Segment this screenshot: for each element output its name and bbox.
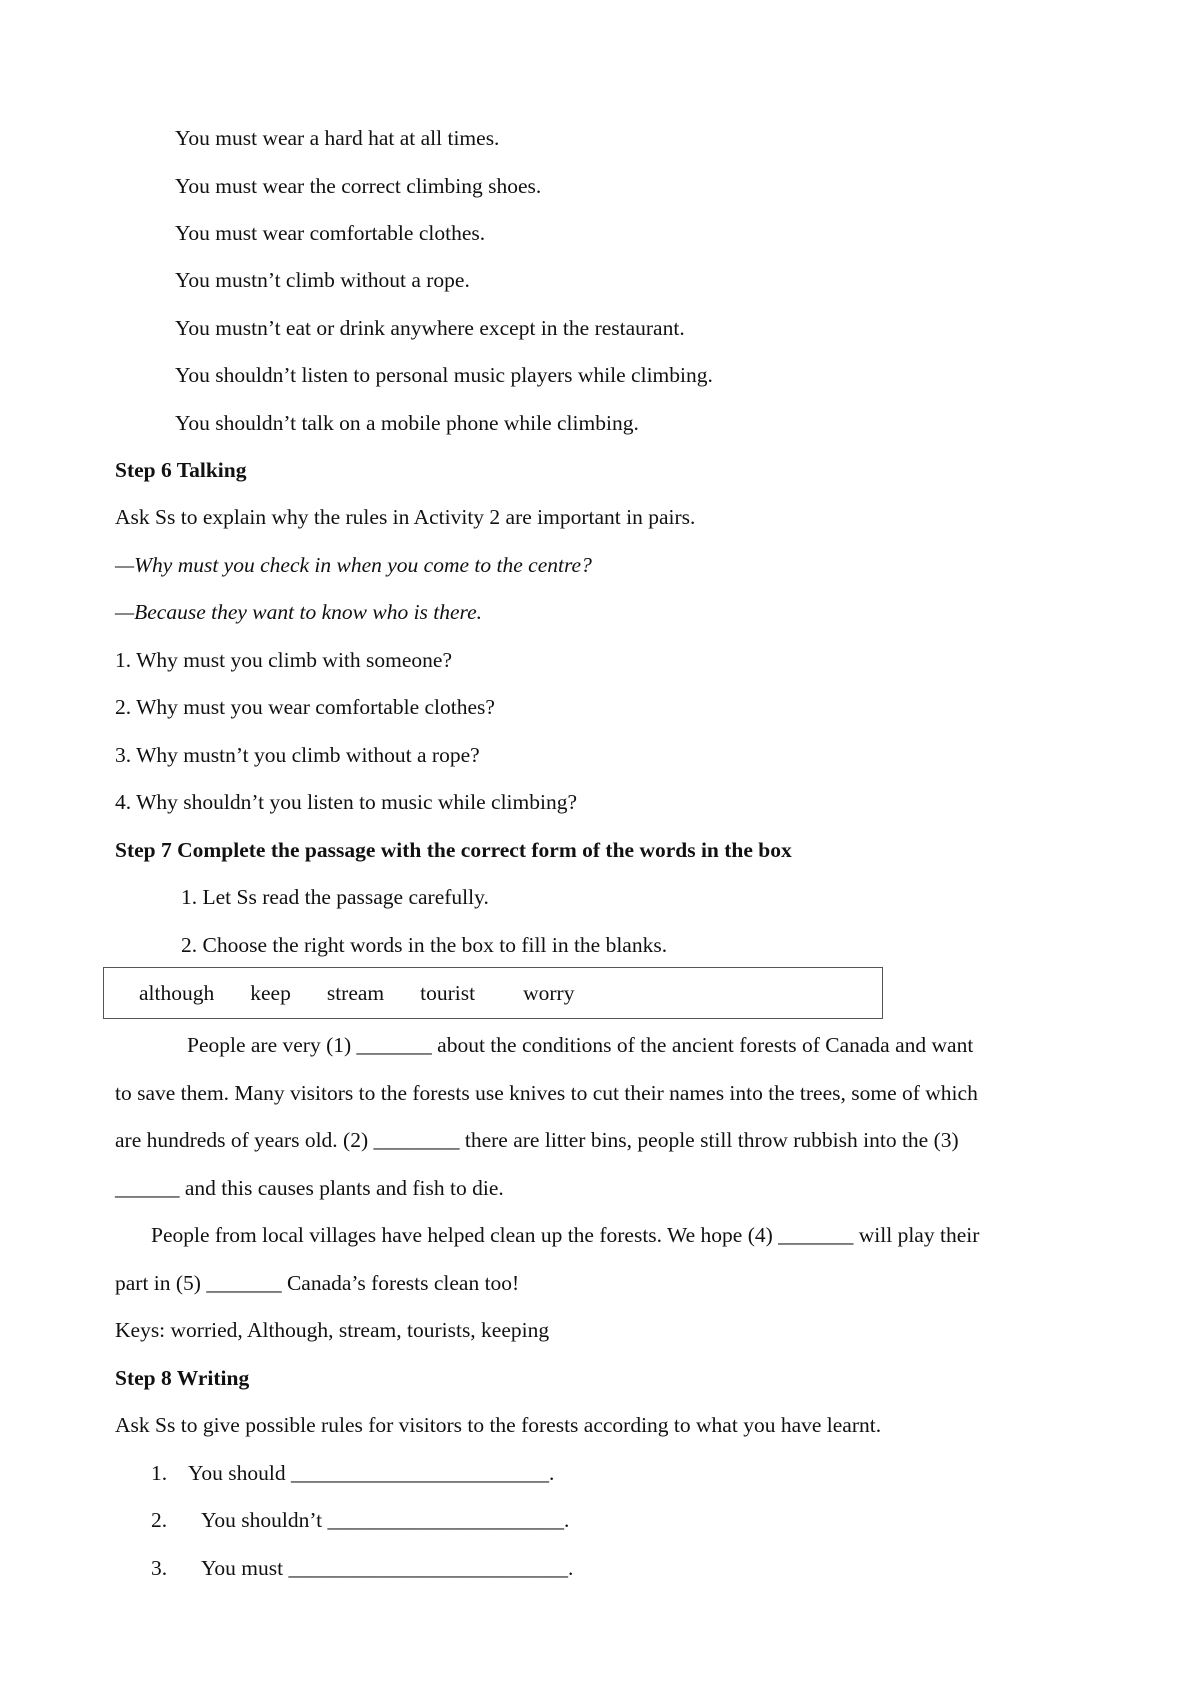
passage-line: People from local villages have helped clean up the forests. We hope (4) _______ will play their xyxy=(151,1223,980,1247)
question-item: 2. Why must you wear comfortable clothes? xyxy=(115,695,495,719)
step8-heading: Step 8 Writing xyxy=(115,1366,250,1390)
item-number: 3. xyxy=(151,1556,168,1580)
step7-instruction: 1. Let Ss read the passage carefully. xyxy=(181,885,489,909)
writing-prompt: You should ________________________. xyxy=(188,1461,555,1485)
step8-instruction: Ask Ss to give possible rules for visitors to the forests according to what you have learnt. xyxy=(115,1413,882,1437)
word-box xyxy=(103,967,883,1019)
step7-heading: Step 7 Complete the passage with the correct form of the words in the box xyxy=(115,838,792,862)
word-box-item: keep xyxy=(250,980,291,1005)
rule-item: You must wear the correct climbing shoes. xyxy=(175,174,542,198)
word-box-item: although xyxy=(139,980,215,1005)
writing-item xyxy=(151,1459,554,1487)
word-box-item: stream xyxy=(326,980,385,1005)
step7-instruction: 2. Choose the right words in the box to fill in the blanks. xyxy=(181,933,668,957)
step6-heading: Step 6 Talking xyxy=(115,458,247,482)
rule-item: You mustn’t eat or drink anywhere except in the restaurant. xyxy=(175,316,685,340)
step6-instruction: Ask Ss to explain why the rules in Activity 2 are important in pairs. xyxy=(115,505,696,529)
item-number: 2. xyxy=(151,1508,168,1532)
word-box-item: worry xyxy=(523,980,575,1005)
passage-line: part in (5) _______ Canada’s forests clean too! xyxy=(115,1271,520,1295)
rule-item: You shouldn’t listen to personal music players while climbing. xyxy=(175,363,713,387)
passage-line: ______ and this causes plants and fish to die. xyxy=(115,1176,504,1200)
item-number: 1. xyxy=(151,1461,168,1485)
writing-prompt: You must __________________________. xyxy=(201,1556,574,1580)
passage-line: are hundreds of years old. (2) ________ there are litter bins, people still throw rubbish into the (3) xyxy=(115,1128,959,1152)
writing-item xyxy=(151,1554,573,1582)
writing-prompt: You shouldn’t ______________________. xyxy=(201,1508,570,1532)
rule-item: You must wear a hard hat at all times. xyxy=(175,126,500,150)
passage-line: People are very (1) _______ about the conditions of the ancient forests of Canada and want xyxy=(187,1033,974,1057)
question-item: 3. Why mustn’t you climb without a rope? xyxy=(115,743,480,767)
passage-line: to save them. Many visitors to the forests use knives to cut their names into the trees, some of which xyxy=(115,1081,978,1105)
example-question: —Why must you check in when you come to the centre? xyxy=(115,553,592,577)
word-box-item: tourist xyxy=(420,980,476,1005)
rule-item: You mustn’t climb without a rope. xyxy=(175,268,470,292)
rule-item: You shouldn’t talk on a mobile phone while climbing. xyxy=(175,411,639,435)
answer-keys: Keys: worried, Although, stream, tourists, keeping xyxy=(115,1318,550,1342)
example-answer: —Because they want to know who is there. xyxy=(115,600,483,624)
rule-item: You must wear comfortable clothes. xyxy=(175,221,486,245)
question-item: 1. Why must you climb with someone? xyxy=(115,648,452,672)
writing-item xyxy=(151,1506,569,1534)
question-item: 4. Why shouldn’t you listen to music while climbing? xyxy=(115,790,578,814)
